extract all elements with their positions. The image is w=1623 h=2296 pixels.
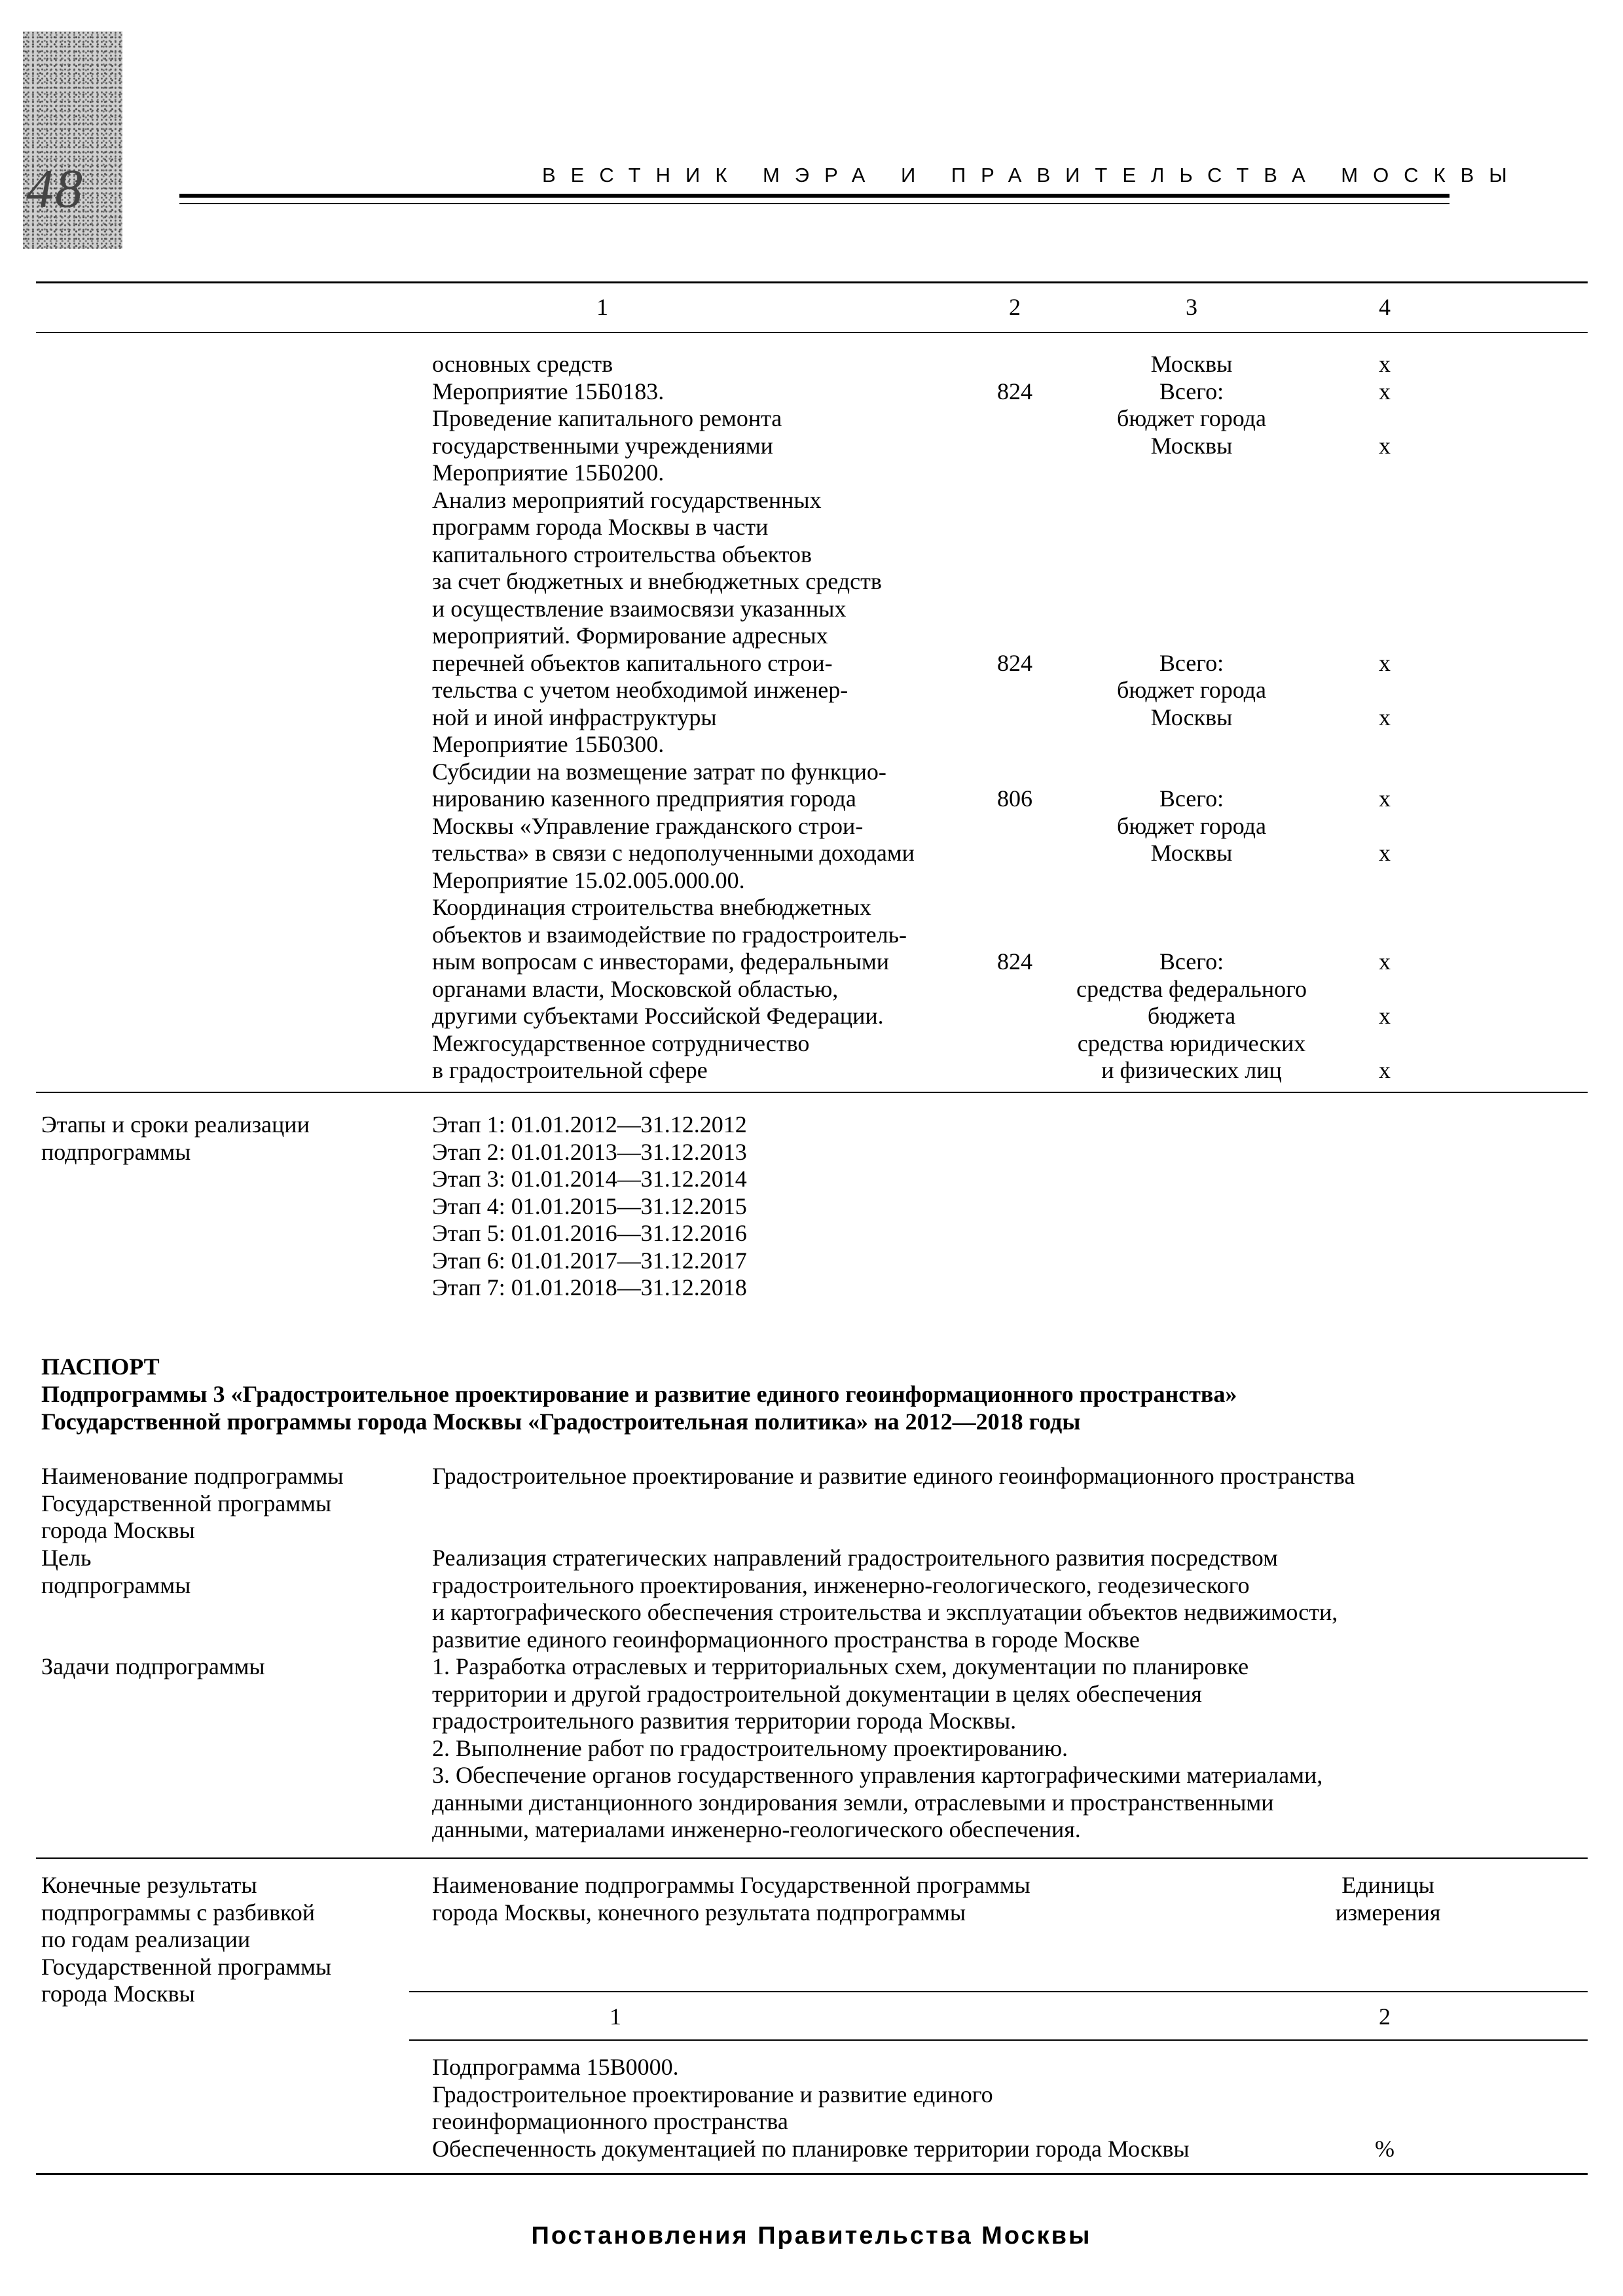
results-numbers-rule [409, 2039, 1588, 2041]
results-row-text: Подпрограмма 15В0000. Градостроительное проектирование и развитие единого геоинформационного пространства Обеспеченность документацией по планировке территории города Москвы [432, 2054, 1190, 2162]
table-top-rule [36, 281, 1588, 283]
table-col-num-3: 3 [1186, 294, 1197, 320]
header-rule-thin [179, 203, 1450, 204]
passport-heading: ПАСПОРТ [41, 1354, 160, 1380]
header-rule-thick [179, 194, 1450, 198]
table-bottom-rule [36, 1092, 1588, 1093]
results-col-num-1: 1 [610, 2003, 621, 2030]
subprogram-name-value: Градостроительное проектирование и развитие единого геоинформационного пространства [432, 1463, 1355, 1489]
table-col-num-1: 1 [596, 294, 608, 320]
results-top-rule [36, 1857, 1588, 1859]
results-label: Конечные результаты подпрограммы с разбивкой по годам реализации Государственной программы города Москвы [41, 1872, 332, 2007]
tasks-value: 1. Разработка отраслевых и территориальных схем, документации по планировке территории и другой градостроительной документации в целях обеспечения градостроительного развития территории города Москвы. 2. Выполнение работ по градостроительному проектированию. 3. Обеспечение органов государственного управления картографическими материалами, данными дистанционного зондирования земли, отраслевыми и пространственными данными, материалами инженерно-геологического обеспечения. [432, 1653, 1323, 1842]
table-header-rule [36, 332, 1588, 333]
stages-list: Этап 1: 01.01.2012—31.12.2012 Этап 2: 01.01.2013—31.12.2013 Этап 3: 01.01.2014—31.12.2014 Этап 4: 01.01.2015—31.12.2015 Этап 5: 01.01.2016—31.12.2016 Этап 6: 01.01.2017—31.12.2017 Этап 7: 01.01.2018—31.12.2018 [432, 1111, 747, 1300]
financing-values: х х х х х х х х х х [1379, 351, 1391, 1083]
stages-label: Этапы и сроки реализации подпрограммы [41, 1111, 310, 1165]
subprogram-name-label: Наименование подпрограммы Государственной программы города Москвы [41, 1463, 344, 1543]
tasks-label: Задачи подпрограммы [41, 1653, 265, 1679]
results-bottom-rule [36, 2173, 1588, 2175]
results-col1-header: Наименование подпрограммы Государственной программы города Москвы, конечного результата подпрограммы [432, 1872, 1030, 1926]
passport-subtitle-1: Подпрограммы 3 «Градостроительное проектирование и развитие единого геоинформационного пространства» [41, 1381, 1237, 1407]
footer-section-title: Постановления Правительства Москвы [531, 2222, 1092, 2250]
page-number: 48 [26, 158, 84, 219]
goal-label: Цель подпрограммы [41, 1545, 191, 1598]
results-col2-header: Единицы измерения [1335, 1872, 1441, 1926]
activity-descriptions: основных средств Мероприятие 15Б0183. Проведение капитального ремонта государственными учреждениями Мероприятие 15Б0200. Анализ мероприятий государственных программ города Москвы в части капитального строительства объектов за счет бюджетных и внебюджетных средств и осуществление взаимосвязи указанных мероприятий. Формирование адресных перечней объектов капитального строи- тельства с учетом необходимой инженер- ной и иной инфраструктуры Мероприятие 15Б0300. Субсидии на возмещение затрат по функцио- нированию казенного предприятия города Москвы «Управление гражданского строи- тельства» в связи с недополученными доходами Мероприятие 15.02.005.000.00. Координация строительства внебюджетных объектов и взаимодействие по градостроитель- ным вопросам с инвесторами, федеральными органами власти, Московской областью, другими субъектами Российской Федерации. Межгосударственное сотрудничество в градостроительной сфере [432, 351, 915, 1083]
table-col-num-4: 4 [1379, 294, 1391, 320]
results-header-rule [409, 1991, 1588, 1992]
goal-value: Реализация стратегических направлений градостроительного развития посредством градостроительного проектирования, инженерно-геологического, геодезического и картографического обеспечения строительства и эксплуатации объектов недвижимости, развитие единого геоинформационного пространства в городе Москве [432, 1545, 1338, 1653]
financing-sources: Москвы Всего: бюджет города Москвы Всего: бюджет города Москвы Всего: бюджет города Москвы Всего: средства федерального бюджета средства юридических и физических лиц [1076, 351, 1307, 1083]
passport-subtitle-2: Государственной программы города Москвы «Градостроительная политика» на 2012—2018 годы [41, 1408, 1081, 1435]
results-row-unit: % [1375, 2136, 1395, 2162]
table-col-num-2: 2 [1009, 294, 1021, 320]
running-title: ВЕСТНИК МЭРА И ПРАВИТЕЛЬСТВА МОСКВЫ [542, 164, 1522, 187]
results-col-num-2: 2 [1379, 2003, 1391, 2030]
activity-codes: 824 824 806 824 [997, 378, 1032, 975]
